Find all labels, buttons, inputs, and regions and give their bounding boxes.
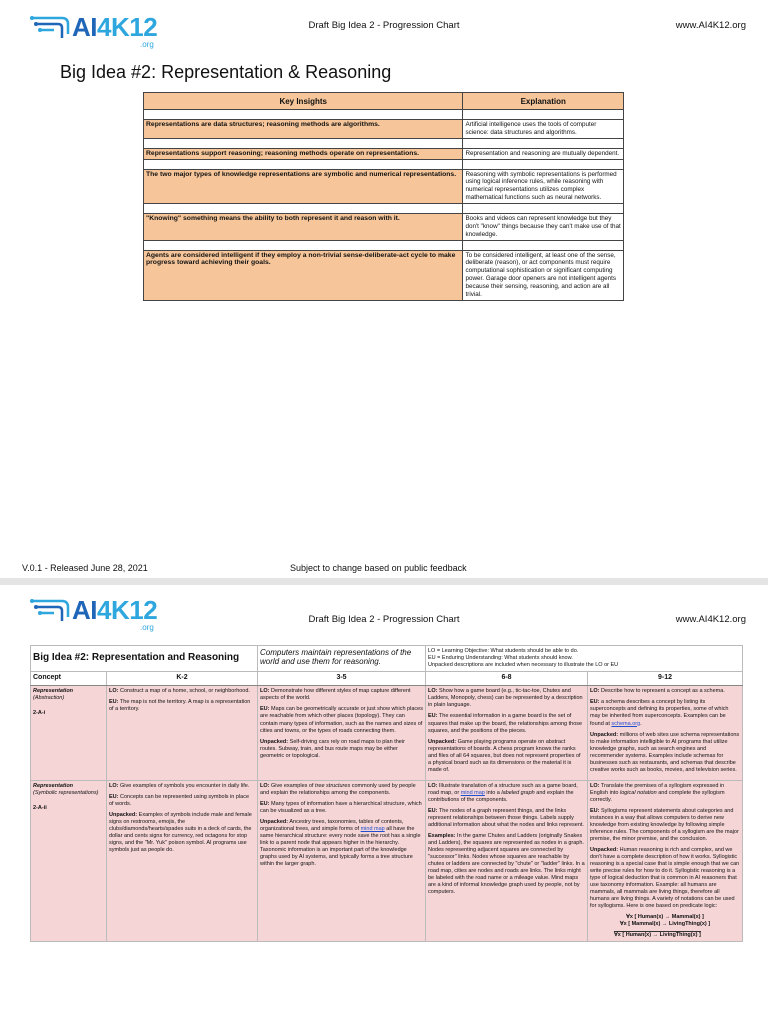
insight-key: Agents are considered intelligent if they employ a non-trivial sense-deliberate-act cycle to make progress toward achieving their goals.	[144, 250, 463, 300]
spacer-row	[144, 138, 624, 148]
concept-name: Representation	[33, 782, 74, 789]
explanation-header: Explanation	[463, 93, 624, 110]
grade-3-5-cell	[258, 686, 426, 780]
spacer-row	[144, 240, 624, 250]
logo-text: AI4K12	[72, 595, 158, 625]
grade-9-12-cell	[588, 780, 743, 942]
page-title: Big Idea #2: Representation & Reasoning	[60, 62, 392, 82]
column-header-6-8: 6-8	[426, 672, 588, 686]
insight-row	[144, 214, 624, 241]
insight-explanation: Artificial intelligence uses the tools of computer science: data structures and algorithms.	[463, 120, 624, 139]
k2-cell	[107, 780, 258, 942]
enduring-understanding: EU: Syllogisms represent statements about categories and instances in a way that allows computers to derive new knowledge from existing knowledge by following simple inference rules. The components of a syllogism are the major premise, the minor premise, and the conclusion.	[590, 807, 739, 842]
concept-cell	[31, 780, 107, 942]
concept-name: Representation	[33, 688, 74, 695]
logo-mark-icon	[28, 591, 74, 631]
logo-text: AI4K12	[72, 12, 158, 42]
insight-key: The two major types of knowledge representations are symbolic and numerical representations.	[144, 169, 463, 203]
learning-objective: LO: Illustrate translation of a structure such as a game board, road map, or mind map into a labeled graph and explain the contributions of the components.	[428, 782, 578, 803]
spacer-row	[144, 204, 624, 214]
table-row	[31, 686, 743, 780]
insight-row	[144, 169, 624, 203]
logo-org: .org	[140, 40, 154, 49]
logic-conclusion: ∀x [ Human(x) → LivingThing(x) ]	[614, 932, 701, 939]
document-title: Draft Big Idea 2 - Progression Chart	[308, 614, 460, 625]
insight-row	[144, 120, 624, 139]
concept-id: 2-A-ii	[33, 804, 47, 811]
insight-explanation: To be considered intelligent, at least one of the sense, deliberate (reason), or act components must require computational sophistication or significant computing power. Garage door openers are not intelligent agents because their sensing, reasoning, and action are all trivial.	[463, 250, 624, 300]
learning-objective: LO: Translate the premises of a syllogism expressed in English into logical notation and complete the syllogism correctly.	[590, 782, 725, 803]
insight-key: "Knowing" something means the ability to both represent it and reason with it.	[144, 214, 463, 241]
table-row	[31, 780, 743, 942]
enduring-understanding: EU: a schema describes a concept by listing its superconcepts and defining its properties, some of which may be inherited from superconcepts. Examples can be found at schema.org.	[590, 699, 729, 727]
examples-description: Examples: In the game Chutes and Ladders (originally Snakes and Ladders), the squares are represented as nodes in a graph. Nodes representing adjacent squares are connected by "successor" links. Nodes whose squares are reachable by chutes or ladders are connected by "chute" or "ladder" links. In a road map, cities are nodes and roads are links. The links might be labeled with the road name or a mileage value. Mind maps are a kind of informal knowledge graph used by people, not by computers.	[428, 832, 585, 896]
insights-header-row	[144, 93, 624, 110]
grade-header-row	[31, 672, 743, 686]
big-idea-tagline: Computers maintain representations of the world and use them for reasoning.	[258, 646, 426, 672]
insight-explanation: Representation and reasoning are mutually dependent.	[463, 148, 624, 159]
progression-title-row	[31, 646, 743, 672]
logo-org: .org	[140, 623, 154, 632]
ai4k12-logo[interactable]	[28, 591, 168, 633]
unpacked-description: Unpacked: Human reasoning is rich and complex, and we don't have a complete description of how it works. Syllogistic reasoning is a special case that is simple enough that we can write precise rules for how to do it. Syllogistic reasoning is a type of logical deduction that is common in AI reasoners that use taxonomy information. Example: all humans are mammals, all mammals are living things, therefore all humans are living things. A variety of notations can be used for syllogisms. Here is one based on predicate logic:	[590, 846, 740, 910]
enduring-understanding: EU: The nodes of a graph represent things, and the links represent relationships between those things. Labels supply additional information about what the nodes and links represent.	[428, 807, 584, 828]
website-link[interactable]: www.AI4K12.org	[675, 614, 746, 625]
grade-6-8-cell	[426, 686, 588, 780]
k2-cell	[107, 686, 258, 780]
insight-key: Representations are data structures; reasoning methods are algorithms.	[144, 120, 463, 139]
website-link[interactable]: www.AI4K12.org	[675, 20, 746, 31]
legend	[426, 646, 743, 672]
logic-premise-2: ∀x [ Mammal(x) → LivingThing(x) ]	[619, 921, 711, 928]
column-header-concept: Concept	[31, 672, 107, 686]
progression-title: Big Idea #2: Representation and Reasoning	[31, 646, 258, 672]
insight-key: Representations support reasoning; reasoning methods operate on representations.	[144, 148, 463, 159]
unpacked-description: Unpacked: Game playing programs operate on abstract representations of boards. A chess program knows the ranks and files of all 64 squares, but does not represent properties of a physical board such as its dimensions or the material it is made of.	[428, 738, 581, 773]
page-divider	[0, 578, 768, 585]
enduring-understanding: EU: Concepts can be represented using symbols in place of words.	[109, 793, 250, 807]
spacer-row	[144, 110, 624, 120]
legend-lo: LO = Learning Objective: What students should be able to do.	[428, 648, 579, 654]
concept-id: 2-A-i	[33, 710, 46, 717]
column-header-9-12: 9-12	[588, 672, 743, 686]
grade-9-12-cell	[588, 686, 743, 780]
learning-objective: LO: Construct a map of a home, school, or neighborhood.	[109, 688, 250, 695]
enduring-understanding: EU: Maps can be geometrically accurate or just show which places are reachable from which other places (topology). They can contain many types of information, such as the names and sizes of cities and towns, or the types of roads connecting them.	[260, 706, 423, 734]
insight-explanation: Books and videos can represent knowledge but they don't "know" things because they can't make use of that knowledge.	[463, 214, 624, 241]
concept-subtitle: (Abstraction)	[33, 695, 65, 702]
legend-unpacked: Unpacked descriptions are included when necessary to illustrate the LO or EU	[428, 662, 619, 669]
key-insights-table	[143, 92, 624, 301]
column-header-3-5: 3-5	[258, 672, 426, 686]
grade-3-5-cell	[258, 780, 426, 942]
spacer-row	[144, 159, 624, 169]
concept-subtitle: (Symbolic representations)	[33, 789, 99, 796]
unpacked-description: Unpacked: Self-driving cars rely on road maps to plan their routes. Subway, train, and bus route maps may be either geometric or topological.	[260, 738, 405, 759]
learning-objective: LO: Show how a game board (e.g., tic-tac-toe, Chutes and Ladders, Monopoly, chess) can be represented by a description in plain language.	[428, 688, 583, 709]
enduring-understanding: EU: Many types of information have a hierarchical structure, which can be visualized as a tree.	[260, 800, 422, 814]
enduring-understanding: EU: The map is not the territory. A map is a representation of a territory.	[109, 699, 251, 713]
insight-row	[144, 148, 624, 159]
grade-6-8-cell	[426, 780, 588, 942]
document-title: Draft Big Idea 2 - Progression Chart	[308, 20, 460, 31]
unpacked-description: Unpacked: Examples of symbols include male and female signs on restrooms, emojis, the clubs/diamonds/hearts/spades suits in a deck of cards, the dollar and cents signs for currency, red octagons for stop signs, and the "Mr. Yuk" poison symbol. AI programs use symbols just as people do.	[109, 811, 252, 853]
learning-objective: LO: Give examples of symbols you encounter in daily life.	[109, 782, 250, 789]
learning-objective: LO: Demonstrate how different styles of map capture different aspects of the world.	[260, 688, 411, 702]
concept-cell	[31, 686, 107, 780]
mind-map-link[interactable]: mind map	[360, 825, 385, 832]
mind-map-link[interactable]: mind map	[460, 789, 485, 796]
legend-eu: EU = Enduring Understanding: What students should know.	[428, 655, 573, 662]
unpacked-description: Unpacked: millions of web sites use schema representations to make information intelligible to AI programs that utilize knowledge graphs, such as search engines and recommender systems. Examples include schemas for businesses such as restaurants, and schemas that describe creative works such as books, movies, and television series.	[590, 731, 740, 773]
enduring-understanding: EU: The essential information in a game board is the set of squares that make up the board, the relationships among those squares, and the positions of the pieces.	[428, 713, 583, 734]
insight-explanation: Reasoning with symbolic representations is performed using logical inference rules, while reasoning with numerical representations utilizes complex mathematical functions such as neural networks.	[463, 169, 624, 203]
column-header-k2: K-2	[107, 672, 258, 686]
logic-premise-1: ∀x [ Human(x) → Mammal(x) ]	[626, 914, 704, 921]
insight-row	[144, 250, 624, 300]
unpacked-description: Unpacked: Ancestry trees, taxonomies, tables of contents, organizational trees, and simple forms of mind map all have the same hierarchical structure: every node save the root has a single link to a parent node that appears higher in the hierarchy. Taxonomic information is an important part of the knowledge graphs used by AI systems, and typically forms a tree structure within the larger graph.	[260, 818, 421, 868]
progression-table	[30, 645, 743, 942]
schema-org-link[interactable]: schema.org	[611, 720, 641, 727]
page-2	[0, 585, 768, 1024]
learning-objective: LO: Describe how to represent a concept as a schema.	[590, 688, 725, 695]
version-footer: V.0.1 - Released June 28, 2021	[22, 563, 148, 573]
key-insights-header: Key Insights	[144, 93, 463, 110]
feedback-footer: Subject to change based on public feedback	[290, 563, 467, 573]
learning-objective: LO: Give examples of tree structures commonly used by people and explain the relationships among the components.	[260, 782, 416, 796]
